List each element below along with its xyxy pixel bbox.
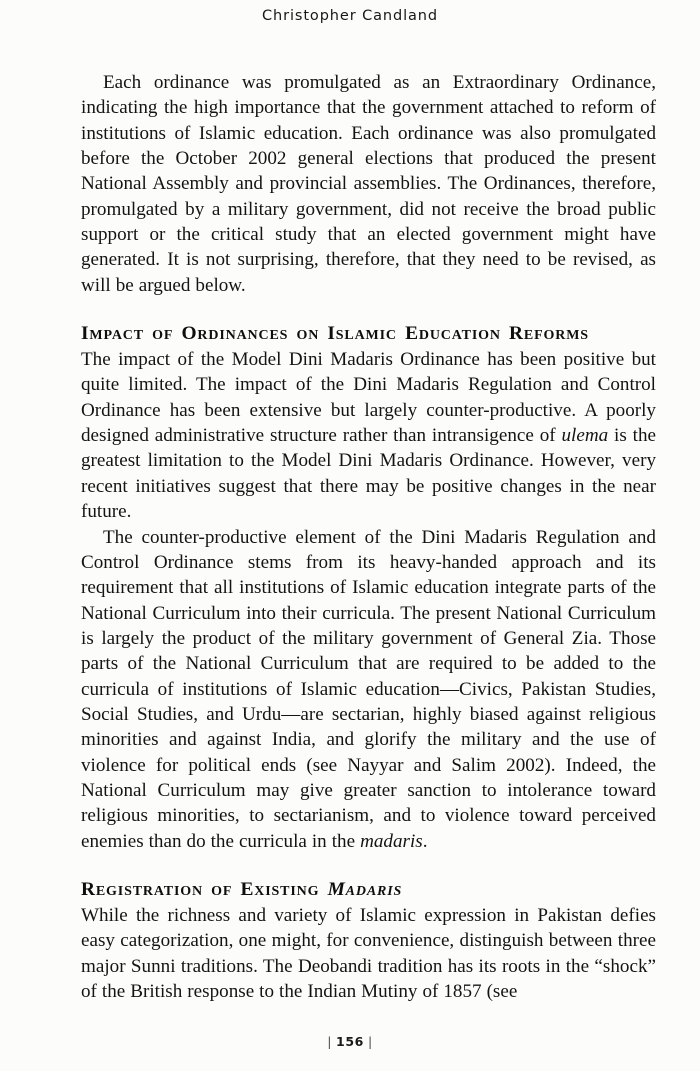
paragraph-ordinances-promulgated: Each ordinance was promulgated as an Extraordinary Ordinance, indicating the high importance that the government attached to reform of institutions of Islamic education. Each ordinance was also promulgated before the October 2002 general elections that produced the present National Assembly and provincial assemblies. The Ordinances, therefore, promulgated by a military government, did not receive the broad public support or the critical study that an elected government might have generated. It is not surprising, therefore, that they need to be revised, as will be argued below. [81, 72, 656, 296]
heading-registration-italic-madaris: Madaris [327, 878, 403, 900]
paragraph-impact-text-a: The impact of the Model Dini Madaris Ordinance has been positive but quite limited. The impact of the Dini Madaris Regulation and Control Ordinance has been extensive but largely counter-productive. A poorly designed administrative structure rather than intransigence of [81, 349, 656, 447]
page-folio [0, 1034, 700, 1049]
paragraph-counter-productive-element [81, 525, 656, 854]
heading-impact-of-ordinances [81, 298, 656, 347]
heading-registration-of-existing-madaris [81, 854, 656, 903]
italic-term-madaris: madaris [360, 830, 423, 852]
folio-rule-right: | [367, 1034, 373, 1049]
running-head: Christopher Candland [261, 8, 438, 24]
folio-page-number: 156 [336, 1034, 364, 1049]
paragraph-sunni-traditions: While the richness and variety of Islamic expression in Pakistan defies easy categorization, one might, for convenience, distinguish between three major Sunni traditions. The Deobandi tradition has its roots in the “shock” of the British response to the Indian Mutiny of 1857 (see [81, 904, 656, 1002]
heading-impact-text: Impact of Ordinances on Islamic Education Reforms [81, 323, 589, 345]
folio-rule-left: | [327, 1034, 333, 1049]
paragraph-counter-text-a: The counter-productive element of the Dini Madaris Regulation and Control Ordinance stems from its heavy-handed approach and its requirement that all institutions of Islamic education integrate parts of the National Curriculum into their curricula. The present National Curriculum is largely the product of the military government of General Zia. Those parts of the National Curriculum that are required to be added to the curricula of institutions of Islamic education—Civics, Pakistan Studies, Social Studies, and Urdu—are sectarian, highly biased against religious minorities and against India, and glorify the military and the use of violence for political ends (see Nayyar and Salim 2002). Indeed, the National Curriculum may give greater sanction to intolerance toward religious minorities, to sectarianism, and to violence toward perceived enemies than do the curricula in the [81, 526, 656, 852]
italic-term-ulema: ulema [561, 425, 609, 447]
paragraph-counter-text-b: . [422, 830, 428, 852]
paragraph-impact-text-b: is the greatest limitation to the Model Dini Madaris Ordinance. However, very recent initiatives suggest that there may be positive changes in the near future. [81, 425, 656, 523]
text-column [81, 70, 656, 1004]
heading-registration-prefix: Registration of Existing [81, 878, 328, 900]
paragraph-impact-model-ordinance [81, 347, 656, 524]
